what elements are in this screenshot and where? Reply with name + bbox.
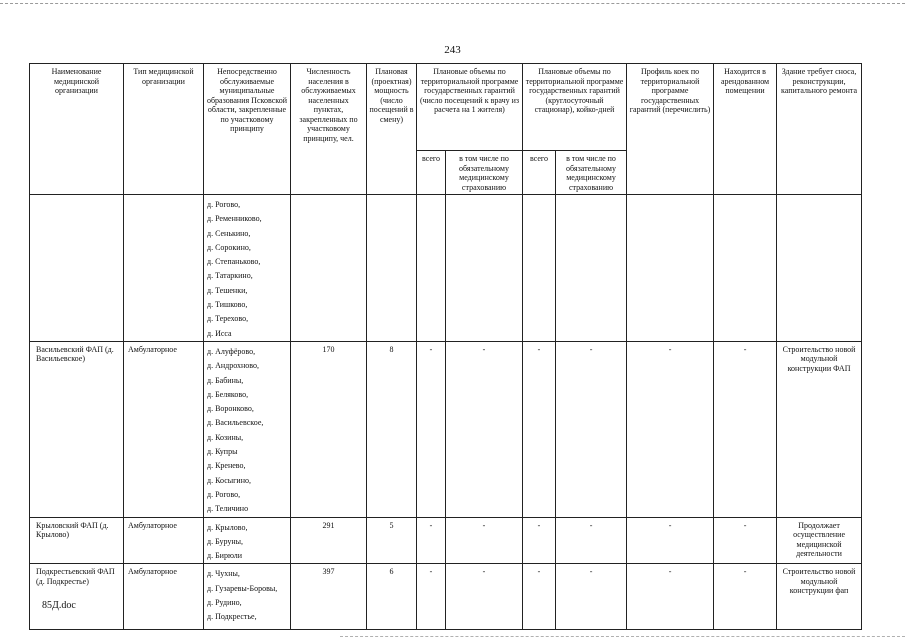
settlement: д. Ременниково, — [207, 214, 262, 224]
settlement: д. Косыгино, — [207, 475, 251, 485]
visits-oms: - — [446, 517, 523, 564]
facility-type: Амбулаторное — [124, 564, 204, 630]
table-row — [30, 564, 862, 630]
settlement: д. Козины, — [207, 432, 244, 442]
settlement: д. Сорокино, — [207, 242, 251, 252]
facility-capacity: 8 — [367, 341, 417, 517]
hospital-oms — [556, 195, 627, 342]
header-capacity: Плановая (проектная) мощность (число посещений в смену) — [367, 64, 417, 195]
hospital-oms: - — [556, 341, 627, 517]
bed-profile: - — [627, 564, 714, 630]
facility-name: Крыловский ФАП (д. Крылово) — [30, 517, 124, 564]
settlement: д. Подкрестье, — [207, 612, 257, 622]
facility-name: Васильевский ФАП (д. Васильевское) — [30, 341, 124, 517]
bed-profile — [627, 195, 714, 342]
visits-total — [417, 195, 446, 342]
facility-places — [204, 517, 291, 564]
settlement: д. Васильевское, — [207, 418, 264, 428]
settlement: д. Буруны, — [207, 536, 244, 546]
footer-filename: 85Д.doc — [42, 600, 76, 611]
settlement: д. Чухны, — [207, 569, 240, 579]
settlement: д. Беляково, — [207, 389, 249, 399]
facility-name — [30, 195, 124, 342]
hospital-total — [523, 195, 556, 342]
table-row — [30, 341, 862, 517]
facility-capacity — [367, 195, 417, 342]
facility-name: Подкрестьевский ФАП (д. Подкрестье) — [30, 564, 124, 630]
facility-population — [291, 195, 367, 342]
facility-type — [124, 195, 204, 342]
facility-type: Амбулаторное — [124, 341, 204, 517]
settlement: д. Бирюли — [207, 551, 242, 561]
scan-edge-bottom — [340, 636, 905, 637]
settlement: д. Воронково, — [207, 404, 254, 414]
facility-type: Амбулаторное — [124, 517, 204, 564]
subheader-visits-total: всего — [417, 151, 446, 195]
subheader-hospital-oms: в том числе по обязательному медицинскому страхованию — [556, 151, 627, 195]
facilities-table — [29, 63, 862, 630]
settlement: д. Андрохново, — [207, 361, 260, 371]
bed-profile: - — [627, 517, 714, 564]
rented: - — [714, 564, 777, 630]
subheader-visits-oms: в том числе по обязательному медицинскому страхованию — [446, 151, 523, 195]
hospital-oms: - — [556, 517, 627, 564]
hospital-total: - — [523, 341, 556, 517]
settlement: д. Гузаревы-Боровы, — [207, 583, 278, 593]
header-volumes-visits: Плановые объемы по территориальной программе государственных гарантий (число посещений к врачу из расчета на 1 жителя) — [417, 64, 523, 151]
rented: - — [714, 517, 777, 564]
facility-capacity: 6 — [367, 564, 417, 630]
table-row — [30, 517, 862, 564]
facility-population: 170 — [291, 341, 367, 517]
bed-profile: - — [627, 341, 714, 517]
settlement: д. Крылово, — [207, 522, 248, 532]
scan-edge-top — [0, 3, 905, 4]
visits-total: - — [417, 564, 446, 630]
settlement: д. Алуфёрово, — [207, 346, 256, 356]
settlement: д. Бабины, — [207, 375, 244, 385]
building-status: Строительство новой модульной конструкции ФАП — [777, 341, 862, 517]
header-bed-profile: Профиль коек по территориальной программе государственных гарантий (перечислить) — [627, 64, 714, 195]
visits-total: - — [417, 341, 446, 517]
visits-oms: - — [446, 341, 523, 517]
header-type: Тип медицинской организации — [124, 64, 204, 195]
header-places: Непосредственно обслуживаемые муниципальные образования Псковской области, закрепленные по участковому принципу — [204, 64, 291, 195]
settlement: д. Рудино, — [207, 598, 242, 608]
visits-oms — [446, 195, 523, 342]
settlement: д. Терехово, — [207, 314, 249, 324]
settlement: д. Купры — [207, 447, 238, 457]
header-name: Наименование медицинской организации — [30, 64, 124, 195]
building-status — [777, 195, 862, 342]
settlement: д. Рогово, — [207, 489, 241, 499]
settlement: д. Теличино — [207, 504, 249, 514]
settlement: д. Рогово, — [207, 200, 241, 209]
settlement: д. Тешенки, — [207, 285, 248, 295]
hospital-total: - — [523, 564, 556, 630]
building-status: Строительство новой модульной конструкции фап — [777, 564, 862, 630]
header-volumes-hospital: Плановые объемы по территориальной программе государственных гарантий (круглосуточный стационар), койко-дней — [523, 64, 627, 151]
facility-capacity: 5 — [367, 517, 417, 564]
hospital-total: - — [523, 517, 556, 564]
settlement: д. Тишково, — [207, 300, 248, 310]
rented — [714, 195, 777, 342]
header-building: Здание требует сноса, реконструкции, капитального ремонта — [777, 64, 862, 195]
facility-places — [204, 341, 291, 517]
header-population: Численность населения в обслуживаемых населенных пунктах, закрепленных по участковому принципу, чел. — [291, 64, 367, 195]
header-row — [30, 64, 862, 151]
facility-population: 291 — [291, 517, 367, 564]
rented: - — [714, 341, 777, 517]
settlement: д. Кренево, — [207, 461, 246, 471]
subheader-hospital-total: всего — [523, 151, 556, 195]
facility-places — [204, 564, 291, 630]
building-status: Продолжает осуществление медицинской деятельности — [777, 517, 862, 564]
visits-oms: - — [446, 564, 523, 630]
page-number: 243 — [444, 44, 461, 56]
hospital-oms: - — [556, 564, 627, 630]
facility-population: 397 — [291, 564, 367, 630]
facility-places — [204, 195, 291, 342]
visits-total: - — [417, 517, 446, 564]
header-rented: Находится в арендованном помещении — [714, 64, 777, 195]
settlement: д. Степаньково, — [207, 257, 261, 267]
settlement: д. Сенькино, — [207, 228, 251, 238]
settlement: д. Татаркино, — [207, 271, 253, 281]
table-row — [30, 195, 862, 342]
settlement: д. Исса — [207, 328, 232, 338]
